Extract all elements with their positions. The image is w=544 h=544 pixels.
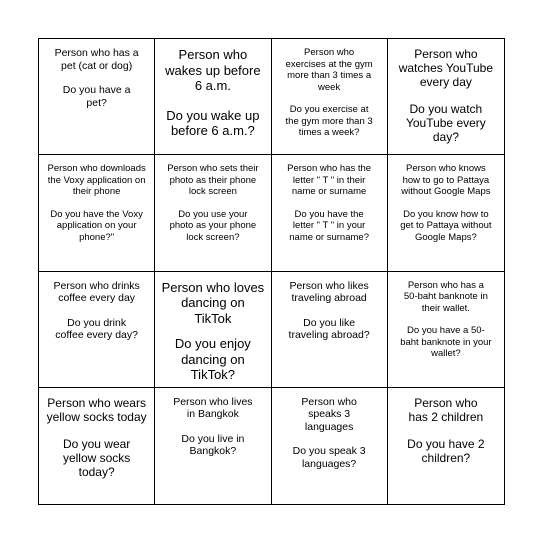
cell-prompt: Person who drinks coffee every day [53, 279, 140, 304]
cell-prompt: Person who downloads the Voxy application on their phone [47, 163, 146, 198]
bingo-cell[interactable] [388, 39, 504, 155]
cell-prompt: Person who loves dancing on TikTok [161, 279, 265, 326]
bingo-cell[interactable] [272, 155, 388, 271]
cell-question: Do you have 2 children? [407, 436, 485, 465]
cell-prompt: Person who watches YouTube every day [398, 47, 494, 89]
cell-question: Do you live in Bangkok? [181, 432, 245, 458]
bingo-cell[interactable] [155, 155, 271, 271]
cell-prompt: Person who lives in Bangkok [173, 395, 253, 421]
cell-prompt: Person who has the letter " T " in their name or surname [287, 163, 372, 198]
cell-question: Do you have the Voxy application on your phone?" [50, 208, 143, 243]
cell-prompt: Person who wakes up before 6 a.m. [165, 47, 261, 93]
cell-question: Do you watch YouTube every day? [405, 102, 486, 144]
bingo-cell[interactable] [39, 388, 155, 504]
cell-question: Do you like traveling abroad? [288, 316, 370, 341]
bingo-cell[interactable] [388, 155, 504, 271]
cell-question: Do you wake up before 6 a.m.? [166, 107, 260, 138]
bingo-cell[interactable] [388, 272, 504, 388]
cell-prompt: Person who likes traveling abroad [289, 279, 369, 304]
cell-question: Do you have the letter " T " in your name or surname? [289, 208, 369, 243]
bingo-cell[interactable] [272, 39, 388, 155]
cell-prompt: Person who wears yellow socks today [46, 395, 147, 424]
bingo-cell[interactable] [388, 388, 504, 504]
cell-prompt: Person who sets their photo as their phone lock screen [167, 163, 259, 198]
cell-prompt: Person who has 2 children [408, 395, 484, 424]
bingo-cell[interactable] [155, 39, 271, 155]
cell-question: Do you use your photo as your phone lock screen? [169, 208, 257, 243]
cell-question: Do you wear yellow socks today? [62, 436, 131, 479]
cell-prompt: Person who has a 50-baht banknote in their wallet. [403, 279, 488, 314]
bingo-cell[interactable] [39, 155, 155, 271]
cell-question: Do you have a 50-baht banknote in your wallet? [400, 325, 492, 359]
bingo-grid [38, 38, 505, 505]
cell-question: Do you know how to get to Pattaya without Google Maps? [400, 208, 492, 243]
cell-prompt: Person who has a pet (cat or dog) [54, 47, 139, 72]
bingo-cell[interactable] [155, 272, 271, 388]
cell-question: Do you enjoy dancing on TikTok? [174, 336, 251, 383]
bingo-cell[interactable] [272, 388, 388, 504]
bingo-cell[interactable] [39, 39, 155, 155]
cell-prompt: Person who knows how to go to Pattaya without Google Maps [401, 163, 491, 198]
cell-question: Do you drink coffee every day? [55, 316, 138, 341]
cell-question: Do you have a pet? [62, 84, 131, 109]
cell-question: Do you exercise at the gym more than 3 times a week? [285, 104, 373, 138]
bingo-cell[interactable] [39, 272, 155, 388]
cell-question: Do you speak 3 languages? [292, 445, 366, 470]
bingo-cell[interactable] [155, 388, 271, 504]
cell-prompt: Person who exercises at the gym more than 3 times a week [285, 47, 373, 93]
cell-prompt: Person who speaks 3 languages [301, 395, 357, 433]
bingo-cell[interactable] [272, 272, 388, 388]
